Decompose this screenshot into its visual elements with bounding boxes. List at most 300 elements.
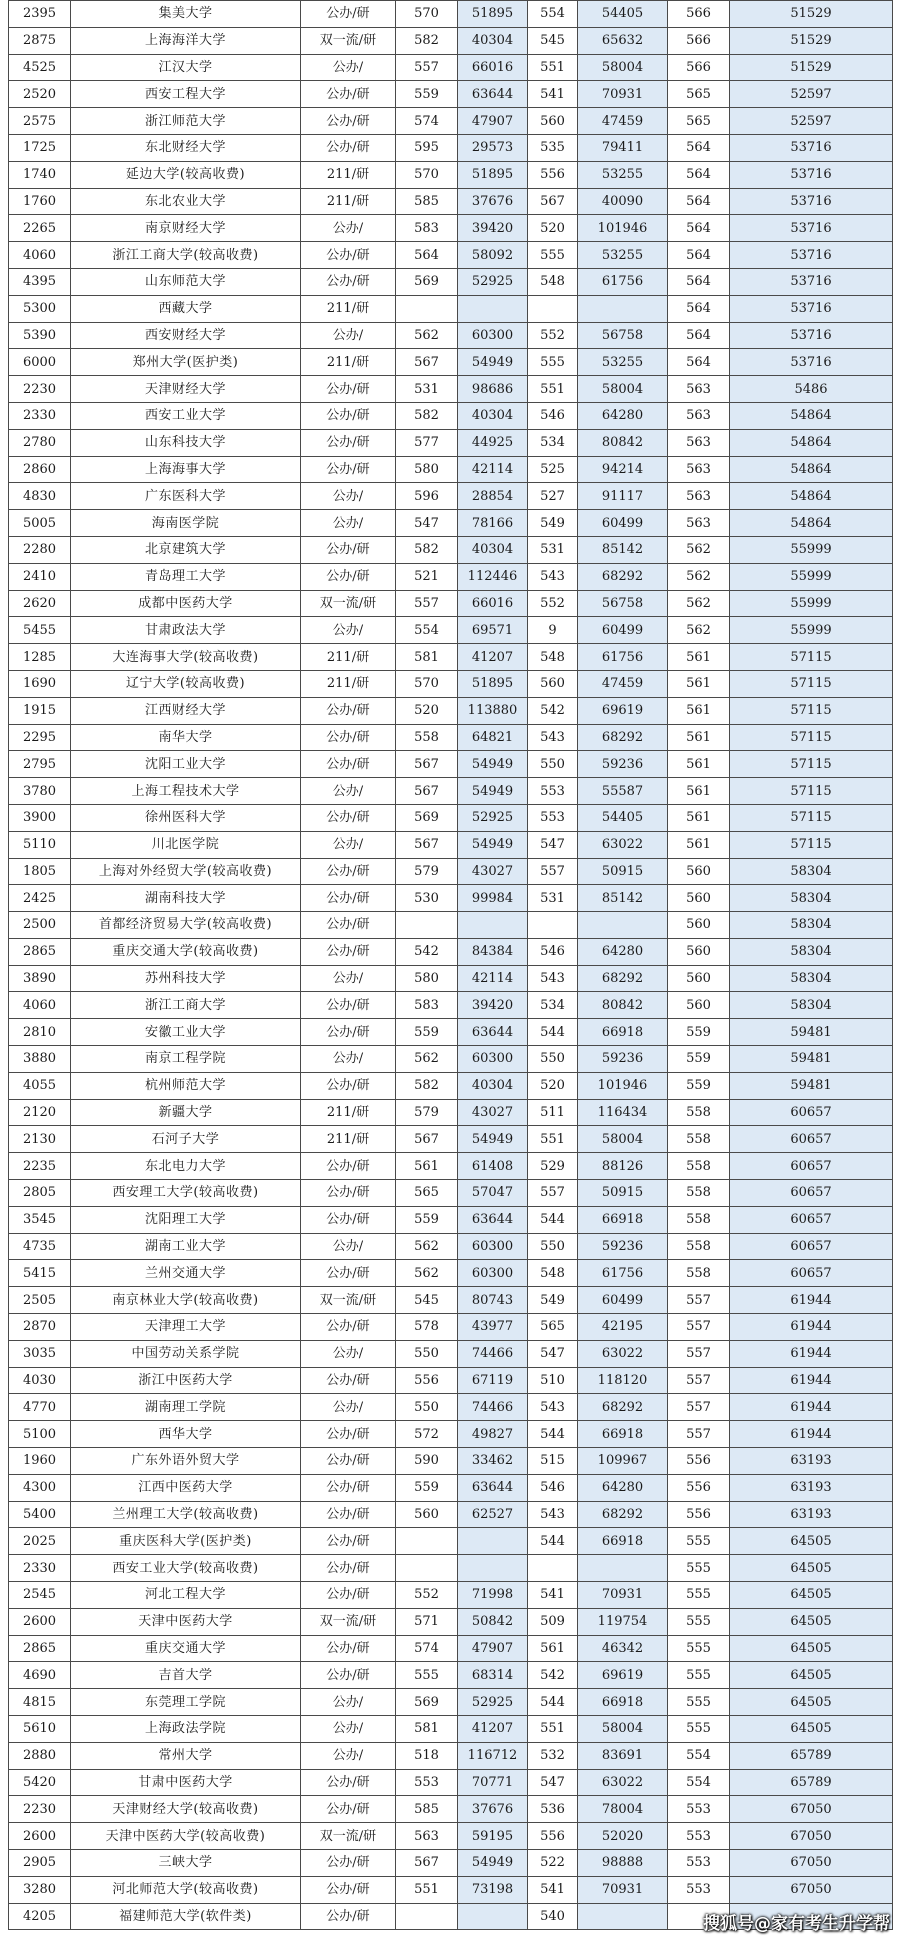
school-type-cell: 公办/研: [301, 992, 396, 1019]
school-code-cell: 2870: [9, 1314, 71, 1341]
rank-a-cell: 54949: [458, 1126, 528, 1153]
school-code-cell: 5390: [9, 322, 71, 349]
school-type-cell: 公办/研: [301, 1474, 396, 1501]
rank-a-cell: 37676: [458, 1796, 528, 1823]
score-c-cell: 562: [668, 563, 730, 590]
rank-c-cell: 64505: [730, 1635, 893, 1662]
score-c-cell: 557: [668, 1394, 730, 1421]
school-name-cell: 三峡大学: [71, 1849, 301, 1876]
score-c-cell: 566: [668, 1, 730, 28]
rank-c-cell: 58304: [730, 938, 893, 965]
rank-b-cell: 64280: [578, 402, 668, 429]
school-name-cell: 青岛理工大学: [71, 563, 301, 590]
score-b-cell: 550: [528, 1046, 578, 1073]
score-c-cell: 564: [668, 188, 730, 215]
school-type-cell: 211/研: [301, 349, 396, 376]
score-c-cell: 555: [668, 1716, 730, 1743]
rank-b-cell: 69619: [578, 1662, 668, 1689]
rank-b-cell: 58004: [578, 1716, 668, 1743]
score-c-cell: 564: [668, 349, 730, 376]
table-row: [9, 1608, 893, 1635]
school-code-cell: 4770: [9, 1394, 71, 1421]
score-a-cell: 585: [396, 1796, 458, 1823]
score-b-cell: 509: [528, 1608, 578, 1635]
school-code-cell: 4055: [9, 1072, 71, 1099]
school-code-cell: 5420: [9, 1769, 71, 1796]
rank-b-cell: 101946: [578, 215, 668, 242]
table-row: [9, 295, 893, 322]
school-name-cell: 东北财经大学: [71, 134, 301, 161]
rank-c-cell: 53716: [730, 134, 893, 161]
rank-a-cell: 73198: [458, 1876, 528, 1903]
score-a-cell: 520: [396, 697, 458, 724]
school-name-cell: 安徽工业大学: [71, 1019, 301, 1046]
school-type-cell: 公办/研: [301, 1019, 396, 1046]
rank-c-cell: 61944: [730, 1421, 893, 1448]
rank-a-cell: [458, 912, 528, 939]
table-row: [9, 1662, 893, 1689]
school-type-cell: 公办/研: [301, 912, 396, 939]
score-a-cell: 554: [396, 617, 458, 644]
score-c-cell: 555: [668, 1608, 730, 1635]
score-c-cell: 560: [668, 938, 730, 965]
score-a-cell: 585: [396, 188, 458, 215]
school-code-cell: 2410: [9, 563, 71, 590]
rank-b-cell: 60499: [578, 510, 668, 537]
rank-b-cell: 54405: [578, 1, 668, 28]
school-type-cell: 211/研: [301, 295, 396, 322]
rank-b-cell: 61756: [578, 268, 668, 295]
school-name-cell: 中国劳动关系学院: [71, 1340, 301, 1367]
rank-a-cell: 43027: [458, 858, 528, 885]
rank-b-cell: 60499: [578, 1287, 668, 1314]
rank-a-cell: 57047: [458, 1180, 528, 1207]
score-a-cell: 582: [396, 536, 458, 563]
score-b-cell: 529: [528, 1153, 578, 1180]
rank-b-cell: 116434: [578, 1099, 668, 1126]
table-row: [9, 134, 893, 161]
table-row: [9, 1367, 893, 1394]
rank-a-cell: 69571: [458, 617, 528, 644]
table-row: [9, 242, 893, 269]
table-row: [9, 858, 893, 885]
rank-a-cell: 64821: [458, 724, 528, 751]
table-row: [9, 1555, 893, 1582]
rank-b-cell: 54405: [578, 804, 668, 831]
table-row: [9, 108, 893, 135]
rank-a-cell: 43977: [458, 1314, 528, 1341]
score-b-cell: 548: [528, 1260, 578, 1287]
school-code-cell: 5400: [9, 1501, 71, 1528]
school-type-cell: 公办/研: [301, 1072, 396, 1099]
school-code-cell: 5300: [9, 295, 71, 322]
table-row: [9, 1501, 893, 1528]
rank-c-cell: 67050: [730, 1849, 893, 1876]
table-row: [9, 1126, 893, 1153]
school-code-cell: 4735: [9, 1233, 71, 1260]
school-code-cell: 2600: [9, 1608, 71, 1635]
rank-b-cell: 68292: [578, 1394, 668, 1421]
score-b-cell: 541: [528, 1582, 578, 1609]
table-row: [9, 644, 893, 671]
rank-c-cell: 57115: [730, 724, 893, 751]
school-type-cell: 公办/研: [301, 134, 396, 161]
rank-b-cell: 42195: [578, 1314, 668, 1341]
school-type-cell: 公办/: [301, 1689, 396, 1716]
rank-a-cell: 41207: [458, 644, 528, 671]
table-row: [9, 1769, 893, 1796]
school-code-cell: 2230: [9, 376, 71, 403]
school-type-cell: 公办/研: [301, 402, 396, 429]
school-name-cell: 河北工程大学: [71, 1582, 301, 1609]
school-code-cell: 2795: [9, 751, 71, 778]
rank-b-cell: 61756: [578, 1260, 668, 1287]
school-code-cell: 4525: [9, 54, 71, 81]
table-row: [9, 724, 893, 751]
rank-b-cell: 47459: [578, 670, 668, 697]
score-c-cell: 562: [668, 536, 730, 563]
rank-b-cell: 80842: [578, 992, 668, 1019]
school-code-cell: 2905: [9, 1849, 71, 1876]
score-c-cell: 561: [668, 751, 730, 778]
rank-c-cell: 65789: [730, 1742, 893, 1769]
score-c-cell: 553: [668, 1849, 730, 1876]
school-type-cell: 211/研: [301, 644, 396, 671]
score-b-cell: 549: [528, 1287, 578, 1314]
school-name-cell: 郑州大学(医护类): [71, 349, 301, 376]
school-type-cell: 公办/研: [301, 1903, 396, 1930]
table-row: [9, 617, 893, 644]
rank-c-cell: 53716: [730, 268, 893, 295]
rank-c-cell: 60657: [730, 1180, 893, 1207]
rank-a-cell: 43027: [458, 1099, 528, 1126]
score-a-cell: [396, 1903, 458, 1930]
table-row: [9, 992, 893, 1019]
score-a-cell: 578: [396, 1314, 458, 1341]
score-c-cell: 565: [668, 108, 730, 135]
rank-c-cell: 57115: [730, 697, 893, 724]
rank-c-cell: 54864: [730, 483, 893, 510]
rank-b-cell: 70931: [578, 81, 668, 108]
school-type-cell: 公办/研: [301, 1769, 396, 1796]
school-type-cell: 公办/: [301, 215, 396, 242]
school-code-cell: 2810: [9, 1019, 71, 1046]
school-type-cell: 公办/研: [301, 1153, 396, 1180]
school-type-cell: 公办/: [301, 483, 396, 510]
rank-a-cell: 63644: [458, 81, 528, 108]
school-name-cell: 西藏大学: [71, 295, 301, 322]
score-a-cell: 567: [396, 1126, 458, 1153]
school-code-cell: 2545: [9, 1582, 71, 1609]
rank-a-cell: 40304: [458, 1072, 528, 1099]
rank-b-cell: 59236: [578, 1046, 668, 1073]
rank-c-cell: 60657: [730, 1233, 893, 1260]
school-code-cell: 2860: [9, 456, 71, 483]
rank-a-cell: 37676: [458, 188, 528, 215]
score-c-cell: 554: [668, 1742, 730, 1769]
table-row: [9, 1206, 893, 1233]
table-row: [9, 322, 893, 349]
score-c-cell: 558: [668, 1233, 730, 1260]
school-name-cell: 甘肃政法大学: [71, 617, 301, 644]
table-row: [9, 670, 893, 697]
rank-a-cell: 54949: [458, 778, 528, 805]
rank-b-cell: 56758: [578, 322, 668, 349]
rank-a-cell: 74466: [458, 1340, 528, 1367]
rank-c-cell: 5486: [730, 376, 893, 403]
school-code-cell: 2620: [9, 590, 71, 617]
score-a-cell: 582: [396, 1072, 458, 1099]
school-type-cell: 公办/研: [301, 108, 396, 135]
school-name-cell: 吉首大学: [71, 1662, 301, 1689]
score-a-cell: 567: [396, 831, 458, 858]
rank-b-cell: 98888: [578, 1849, 668, 1876]
rank-c-cell: 60657: [730, 1206, 893, 1233]
score-c-cell: 561: [668, 670, 730, 697]
table-row: [9, 1474, 893, 1501]
score-c-cell: 561: [668, 697, 730, 724]
score-a-cell: 579: [396, 1099, 458, 1126]
rank-a-cell: 47907: [458, 108, 528, 135]
rank-a-cell: 39420: [458, 215, 528, 242]
score-b-cell: 535: [528, 134, 578, 161]
rank-c-cell: 52597: [730, 81, 893, 108]
rank-b-cell: 66918: [578, 1421, 668, 1448]
score-c-cell: 561: [668, 724, 730, 751]
score-a-cell: 531: [396, 376, 458, 403]
score-c-cell: 556: [668, 1448, 730, 1475]
score-a-cell: 550: [396, 1394, 458, 1421]
school-name-cell: 西安工程大学: [71, 81, 301, 108]
rank-b-cell: 46342: [578, 1635, 668, 1662]
table-row: [9, 1314, 893, 1341]
rank-c-cell: 52597: [730, 108, 893, 135]
rank-c-cell: 59481: [730, 1072, 893, 1099]
rank-c-cell: 63193: [730, 1474, 893, 1501]
rank-a-cell: 66016: [458, 54, 528, 81]
school-name-cell: 西安财经大学: [71, 322, 301, 349]
score-a-cell: 562: [396, 322, 458, 349]
score-c-cell: 560: [668, 992, 730, 1019]
table-row: [9, 1072, 893, 1099]
school-code-cell: 2330: [9, 402, 71, 429]
rank-b-cell: 79411: [578, 134, 668, 161]
score-b-cell: 544: [528, 1421, 578, 1448]
score-b-cell: 540: [528, 1903, 578, 1930]
school-type-cell: 公办/研: [301, 376, 396, 403]
school-type-cell: 公办/: [301, 1340, 396, 1367]
school-type-cell: 公办/研: [301, 1367, 396, 1394]
school-name-cell: 延边大学(较高收费): [71, 161, 301, 188]
score-c-cell: 554: [668, 1769, 730, 1796]
score-c-cell: 555: [668, 1689, 730, 1716]
school-name-cell: 广东外语外贸大学: [71, 1448, 301, 1475]
rank-b-cell: 56758: [578, 590, 668, 617]
rank-c-cell: 58304: [730, 858, 893, 885]
rank-a-cell: 52925: [458, 804, 528, 831]
school-type-cell: 公办/研: [301, 1421, 396, 1448]
rank-b-cell: 61756: [578, 644, 668, 671]
score-b-cell: 543: [528, 1501, 578, 1528]
school-name-cell: 山东科技大学: [71, 429, 301, 456]
score-c-cell: 563: [668, 510, 730, 537]
score-b-cell: 546: [528, 402, 578, 429]
rank-b-cell: 109967: [578, 1448, 668, 1475]
rank-a-cell: 78166: [458, 510, 528, 537]
school-name-cell: 重庆交通大学: [71, 1635, 301, 1662]
rank-a-cell: 63644: [458, 1474, 528, 1501]
rank-c-cell: 67050: [730, 1796, 893, 1823]
school-name-cell: 大连海事大学(较高收费): [71, 644, 301, 671]
rank-a-cell: 41207: [458, 1716, 528, 1743]
rank-a-cell: 44925: [458, 429, 528, 456]
score-b-cell: 527: [528, 483, 578, 510]
school-name-cell: 苏州科技大学: [71, 965, 301, 992]
school-code-cell: 2875: [9, 27, 71, 54]
score-a-cell: 551: [396, 1876, 458, 1903]
school-name-cell: 集美大学: [71, 1, 301, 28]
rank-b-cell: 118120: [578, 1367, 668, 1394]
rank-c-cell: 55999: [730, 536, 893, 563]
score-a-cell: 572: [396, 1421, 458, 1448]
score-a-cell: 555: [396, 1662, 458, 1689]
score-c-cell: 566: [668, 54, 730, 81]
rank-a-cell: [458, 1528, 528, 1555]
rank-b-cell: 52020: [578, 1823, 668, 1850]
score-b-cell: 520: [528, 215, 578, 242]
school-code-cell: 2575: [9, 108, 71, 135]
score-a-cell: [396, 1528, 458, 1555]
rank-a-cell: 42114: [458, 456, 528, 483]
school-code-cell: 3035: [9, 1340, 71, 1367]
rank-b-cell: 83691: [578, 1742, 668, 1769]
score-a-cell: 542: [396, 938, 458, 965]
rank-c-cell: 60657: [730, 1099, 893, 1126]
school-name-cell: 兰州理工大学(较高收费): [71, 1501, 301, 1528]
school-code-cell: 4060: [9, 242, 71, 269]
score-b-cell: 551: [528, 54, 578, 81]
school-code-cell: 3880: [9, 1046, 71, 1073]
score-a-cell: 560: [396, 1501, 458, 1528]
school-name-cell: 上海政法学院: [71, 1716, 301, 1743]
rank-c-cell: 51529: [730, 1, 893, 28]
school-type-cell: 公办/研: [301, 1260, 396, 1287]
score-a-cell: 580: [396, 965, 458, 992]
score-b-cell: 551: [528, 1716, 578, 1743]
rank-c-cell: 57115: [730, 644, 893, 671]
score-a-cell: 583: [396, 992, 458, 1019]
score-c-cell: 560: [668, 912, 730, 939]
score-c-cell: 558: [668, 1180, 730, 1207]
school-type-cell: 公办/研: [301, 1206, 396, 1233]
score-b-cell: 546: [528, 1474, 578, 1501]
score-c-cell: 562: [668, 590, 730, 617]
rank-b-cell: [578, 912, 668, 939]
table-row: [9, 429, 893, 456]
score-b-cell: 551: [528, 376, 578, 403]
school-code-cell: 2230: [9, 1796, 71, 1823]
rank-c-cell: 67050: [730, 1876, 893, 1903]
score-b-cell: [528, 295, 578, 322]
table-row: [9, 590, 893, 617]
rank-c-cell: 61944: [730, 1340, 893, 1367]
rank-c-cell: 54864: [730, 402, 893, 429]
table-row: [9, 1394, 893, 1421]
school-code-cell: 3545: [9, 1206, 71, 1233]
school-code-cell: 1960: [9, 1448, 71, 1475]
score-c-cell: 558: [668, 1260, 730, 1287]
rank-a-cell: 99984: [458, 885, 528, 912]
rank-b-cell: 78004: [578, 1796, 668, 1823]
school-type-cell: 公办/: [301, 1394, 396, 1421]
score-a-cell: 567: [396, 751, 458, 778]
school-name-cell: 甘肃中医药大学: [71, 1769, 301, 1796]
rank-c-cell: 53716: [730, 215, 893, 242]
school-code-cell: 4060: [9, 992, 71, 1019]
rank-c-cell: 64505: [730, 1555, 893, 1582]
score-a-cell: 570: [396, 670, 458, 697]
school-type-cell: 公办/研: [301, 456, 396, 483]
table-row: [9, 804, 893, 831]
table-row: [9, 483, 893, 510]
school-code-cell: 2425: [9, 885, 71, 912]
score-a-cell: 567: [396, 778, 458, 805]
score-b-cell: 525: [528, 456, 578, 483]
school-name-cell: 上海海洋大学: [71, 27, 301, 54]
rank-a-cell: 54949: [458, 1849, 528, 1876]
rank-c-cell: 60657: [730, 1126, 893, 1153]
rank-b-cell: 91117: [578, 483, 668, 510]
score-a-cell: 553: [396, 1769, 458, 1796]
score-c-cell: 553: [668, 1796, 730, 1823]
rank-b-cell: 60499: [578, 617, 668, 644]
score-a-cell: 558: [396, 724, 458, 751]
school-code-cell: 2805: [9, 1180, 71, 1207]
school-name-cell: 东北电力大学: [71, 1153, 301, 1180]
rank-a-cell: 61408: [458, 1153, 528, 1180]
rank-c-cell: 53716: [730, 322, 893, 349]
score-a-cell: 582: [396, 27, 458, 54]
rank-a-cell: 67119: [458, 1367, 528, 1394]
table-row: [9, 1528, 893, 1555]
rank-c-cell: 61944: [730, 1314, 893, 1341]
score-b-cell: 511: [528, 1099, 578, 1126]
table-row: [9, 1260, 893, 1287]
score-a-cell: 521: [396, 563, 458, 590]
school-code-cell: 1915: [9, 697, 71, 724]
score-b-cell: 548: [528, 268, 578, 295]
school-type-cell: 公办/: [301, 1233, 396, 1260]
score-a-cell: 562: [396, 1260, 458, 1287]
score-c-cell: 562: [668, 617, 730, 644]
rank-b-cell: [578, 1555, 668, 1582]
score-c-cell: 564: [668, 295, 730, 322]
school-name-cell: 新疆大学: [71, 1099, 301, 1126]
school-name-cell: 首都经济贸易大学(较高收费): [71, 912, 301, 939]
rank-b-cell: 63022: [578, 831, 668, 858]
score-a-cell: 595: [396, 134, 458, 161]
school-code-cell: 3900: [9, 804, 71, 831]
school-type-cell: 公办/: [301, 1046, 396, 1073]
school-type-cell: 公办/研: [301, 563, 396, 590]
table-row: [9, 1180, 893, 1207]
school-type-cell: 公办/研: [301, 885, 396, 912]
rank-c-cell: 67050: [730, 1823, 893, 1850]
rank-b-cell: 68292: [578, 724, 668, 751]
school-type-cell: 211/研: [301, 670, 396, 697]
school-code-cell: 5005: [9, 510, 71, 537]
table-row: [9, 1421, 893, 1448]
